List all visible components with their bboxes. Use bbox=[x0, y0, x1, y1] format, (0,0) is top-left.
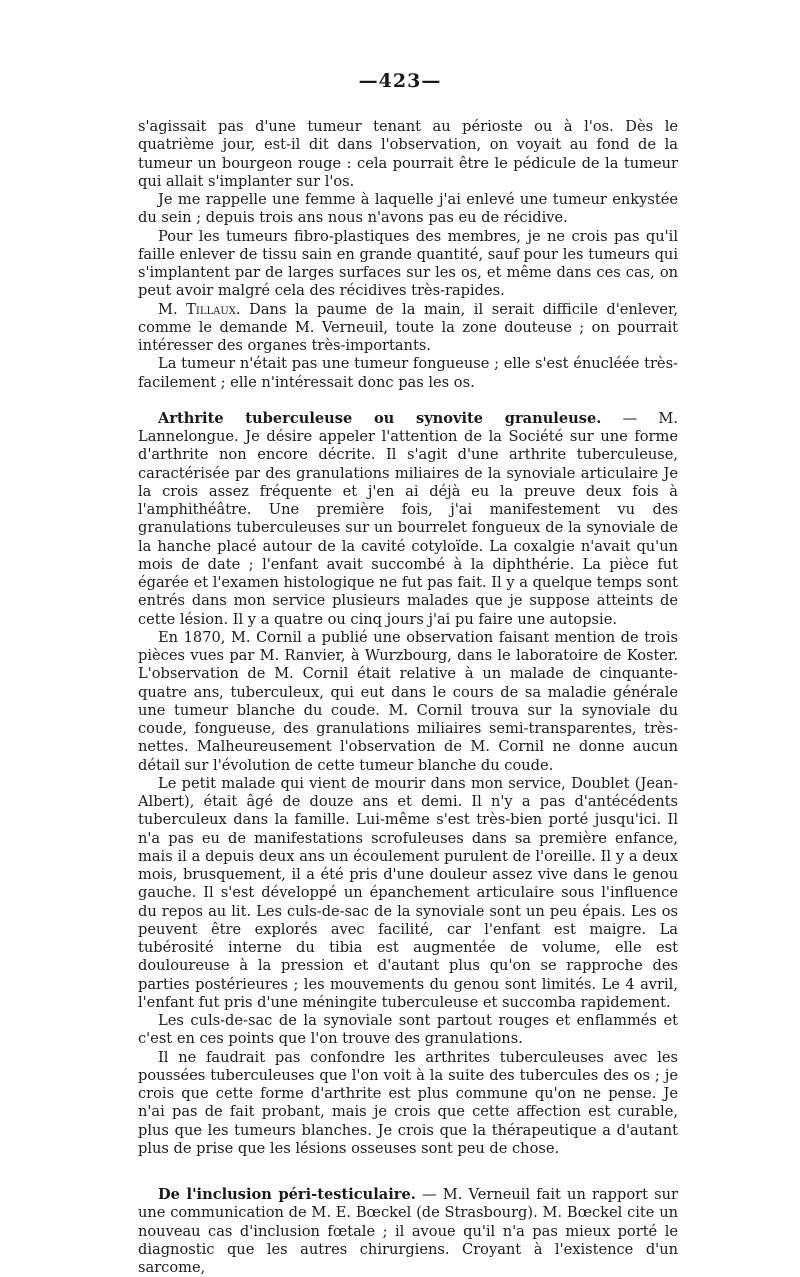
page-number: —423— bbox=[358, 70, 442, 92]
paragraph-2: Je me rappelle une femme à laquelle j'ai enlevé une tumeur enkystée du sein ; depuis trois ans nous n'avons pas eu de récidive. bbox=[138, 191, 678, 227]
section-inclusion: De l'inclusion péri-testiculaire. — M. Verneuil fait un rapport sur une communication de M. E. Bœckel (de Strasbourg). M. Bœckel cite un nouveau cas d'inclusion fœtale ; il avoue qu'il n'a pas mieux porté le diagnostic que les autres chirurgiens. Croyant à l'existence d'un sarcome, bbox=[138, 1186, 679, 1276]
section-heading: Arthrite tuberculeuse ou synovite granuleuse. bbox=[158, 409, 602, 427]
paragraph-tillaux: M. Tillaux. Dans la paume de la main, il serait difficile d'enlever, comme le demande M. Verneuil, toute la zone douteuse ; on pourrait intéresser des organes très-importants. bbox=[138, 300, 679, 354]
paragraph-5: La tumeur n'était pas une tumeur fongueuse ; elle s'est énucléée très-facilement ; elle n'intéressait donc pas les os. bbox=[138, 355, 678, 391]
paragraph-1: s'agissait pas d'une tumeur tenant au périoste ou à l'os. Dès le quatrième jour, est-il dit dans l'observation, on voyait au fond de la tumeur un bourgeon rouge : cela pourrait être le pédicule de la tumeur qui allait s'implanter sur l'os. bbox=[138, 118, 678, 190]
paragraph-7: En 1870, M. Cornil a publié une observation faisant mention de trois pièces vues par M. Ranvier, à Wurzbourg, dans le laboratoire de Koster. L'observation de M. Cornil était relative à un malade de cinquante-quatre ans, tuberculeux, qui eut dans le cours de sa maladie générale une tumeur blanche du coude. M. Cornil trouva sur la synoviale du coude, fongueuse, des granulations miliaires semi-transparentes, très-nettes. Malheureusement l'observation de M. Cornil ne donne aucun détail sur l'évolution de cette tumeur blanche du coude. bbox=[138, 628, 678, 774]
paragraph-10: Il ne faudrait pas confondre les arthrites tuberculeuses avec les poussées tuberculeuses que l'on voit à la suite des tubercules des os ; je crois que cette forme d'arthrite est plus commune qu'on ne pense. Je n'ai pas de fait probant, mais je crois que cette affection est curable, plus que les tumeurs blanches. Je crois que la thérapeutique a d'autant plus de prise que les lésions osseuses sont peu de chose. bbox=[138, 1048, 678, 1157]
section-arthrite: Arthrite tuberculeuse ou synovite granuleuse. — M. Lannelongue. Je désire appeler l'attention de la Société sur une forme d'arthrite non encore décrite. Il s'agit d'une arthrite tuberculeuse, caractérisée par des granulations miliaires de la synoviale articulaire Je la crois assez fréquente et j'en ai déjà eu la preuve deux fois à l'amphithéâtre. Une première fois, j'ai manifestement vu des granulations tuberculeuses sur un bourrelet fongueux de la synoviale de la hanche placé autour de la cavité cotyloïde. La coxalgie n'avait qu'un mois de date ; l'enfant avait succombé à la diphthérie. La pièce fut égarée et l'examen histologique ne fut pas fait. Il y a quelque temps sont entrés dans mon service plusieurs malades que je suppose atteints de cette lésion. Il y a quatre ou cinq jours j'ai pu faire une autopsie. bbox=[138, 409, 679, 628]
paragraph-9: Les culs-de-sac de la synoviale sont partout rouges et enflammés et c'est en ces points que l'on trouve des granulations. bbox=[138, 1012, 678, 1048]
paragraph-3: Pour les tumeurs fibro-plastiques des membres, je ne crois pas qu'il faille enlever de tissu sain en grande quantité, sauf pour les tumeurs qui s'implantent par de larges surfaces sur les os, et même dans ces cas, on peut avoir malgré cela des récidives très-rapides. bbox=[138, 227, 678, 300]
paragraph-8: Le petit malade qui vient de mourir dans mon service, Doublet (Jean-Albert), était âgé de douze ans et demi. Il n'y a pas d'antécédents tuberculeux dans la famille. Lui-même s'est très-bien porté jusqu'ici. Il n'a pas eu de manifestations scrofuleuses dans sa première enfance, mais il a depuis deux ans un écoulement purulent de l'oreille. Il y a deux mois, brusquement, il a été pris d'une douleur assez vive dans le genou gauche. Il s'est développé un épanchement articulaire sous l'influence du repos au lit. Les culs-de-sac de la synoviale sont un peu épais. Les os peuvent être explorés avec facilité, car l'enfant est maigre. La tubérosité interne du tibia est augmentée de volume, elle est douloureuse à la pression et d'autant plus qu'on se rapproche des parties postérieures ; les mouvements du genou sont limités. Le 4 avril, l'enfant fut pris d'une méningite tuberculeuse et succomba rapidement. bbox=[138, 774, 678, 1011]
body-text bbox=[138, 118, 678, 1277]
speaker-name: M. Tillaux. bbox=[158, 300, 241, 318]
section-heading: De l'inclusion péri-testiculaire. bbox=[158, 1186, 416, 1203]
